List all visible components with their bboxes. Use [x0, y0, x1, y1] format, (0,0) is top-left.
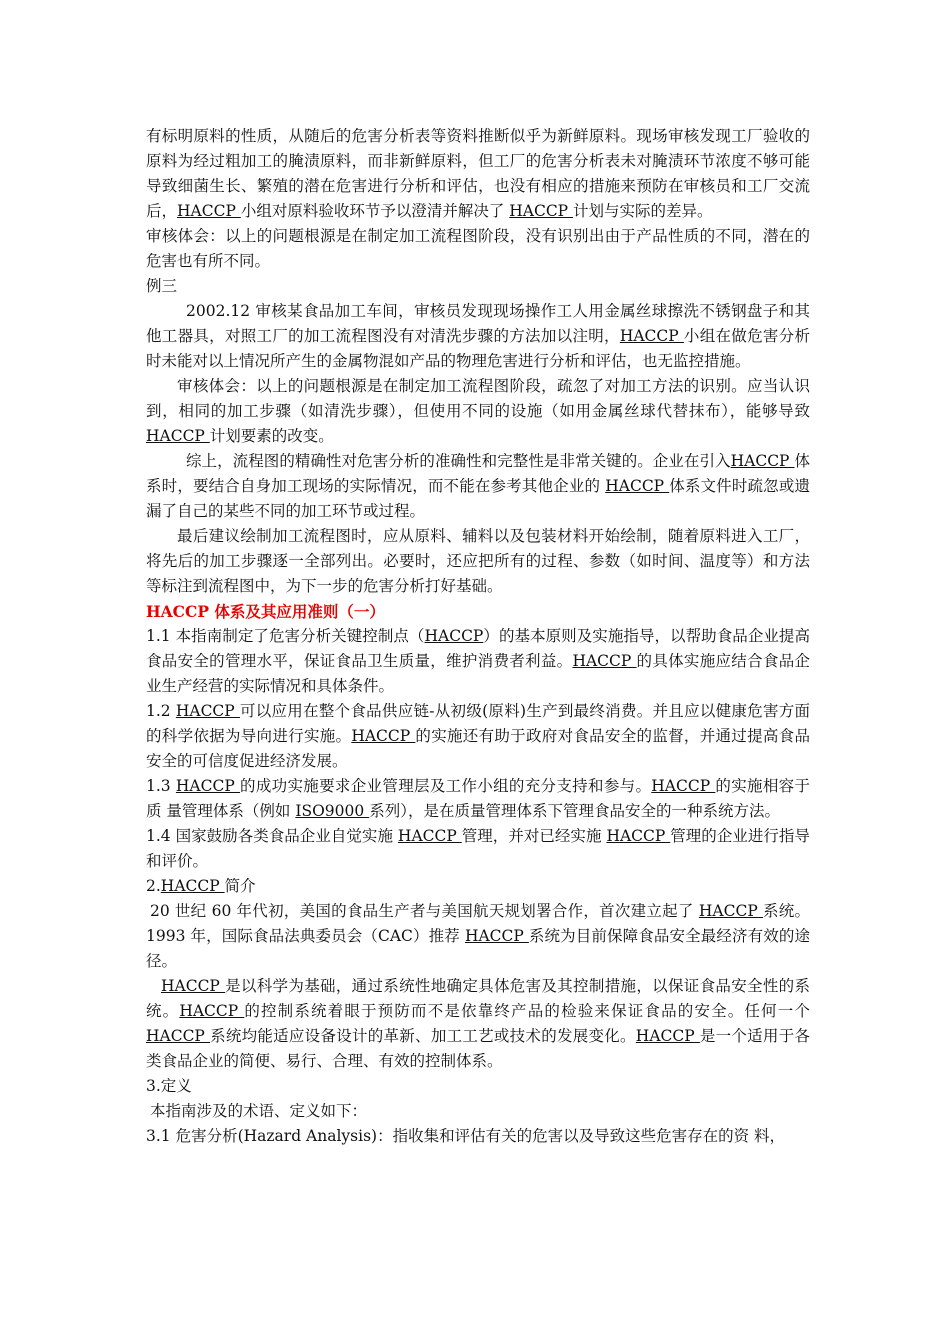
- underlined-term: HACCP: [730, 452, 795, 470]
- underlined-term: HACCP: [619, 327, 684, 345]
- text-run: 可以应用在整个食品供应链-从初级(原料)生产到最终消费。并且应以健康危害方面的科学依据为导向进行实施。: [146, 702, 811, 745]
- document-page: [146, 124, 810, 1149]
- text-run: 审核体会：以上的问题根源是在制定加工流程图阶段，疏忽了对加工方法的识别。应当认识到，相同的加工步骤（如清洗步骤），但使用不同的设施（如用金属丝球代替抹布），能够导致: [146, 377, 810, 420]
- text-run: 2002.12 审核某食品加工车间，审核员发现现场操作工人用金属丝球擦洗不锈钢盘子和其他工器具，对照工厂的加工流程图没有对清洗步骤的方法加以注明，: [146, 302, 810, 345]
- text-run: 审核体会：以上的问题根源是在制定加工流程图阶段，没有识别出由于产品性质的不同，潜在的危害也有所不同。: [146, 227, 810, 270]
- text-run: 综上，流程图的精确性对危害分析的准确性和完整性是非常关键的。企业在引入: [186, 452, 731, 470]
- section-heading: [146, 599, 810, 624]
- body-paragraph: [146, 824, 810, 874]
- text-run: 的实施还有助于政府对食品安全的监督，并通过提高食品安全的可信度促进经济发展。: [146, 727, 810, 770]
- text-run: 简介: [224, 877, 256, 895]
- text-run: 1.2: [146, 702, 176, 720]
- underlined-term: HACCP: [424, 627, 484, 645]
- text-run: 的实施相容于质 量管理体系（例如: [146, 777, 810, 820]
- body-paragraph: [146, 449, 810, 524]
- underlined-term: HACCP: [397, 827, 462, 845]
- underlined-term: HACCP: [175, 702, 240, 720]
- text-run: 最后建议绘制加工流程图时，应从原料、辅料以及包装材料开始绘制，随着原料进入工厂，将先后的加工步骤逐一全部列出。必要时，还应把所有的过程、参数（如时间、温度等）和方法等标注到流程图中，为下一步的危害分析打好基础。: [146, 527, 810, 595]
- text-run: 的控制系统着眼于预防而不是依靠终产品的检验来保证食品的安全。任何一个: [244, 1002, 810, 1020]
- underlined-term: HACCP: [606, 827, 671, 845]
- text-run: 系统均能适应设备设计的革新、加工工艺或技术的发展变化。: [210, 1027, 636, 1045]
- body-paragraph: [146, 224, 810, 274]
- text-run: 体系文件时疏忽或遗漏了自己的某些不同的加工环节或过程。: [146, 477, 810, 520]
- text-run: 系统为目前保障食品安全最经济有效的途径。: [146, 927, 810, 970]
- text-run: 计划与实际的差异。: [573, 202, 713, 220]
- underlined-term: HACCP: [509, 202, 574, 220]
- text-run: ）的基本原则及实施指导，以帮助食品企业提高食品安全的管理水平，保证食品卫生质量，维护消费者利益。: [146, 627, 810, 670]
- text-run: 系统。1993 年，国际食品法典委员会（CAC）推荐: [146, 902, 810, 945]
- body-paragraph: [146, 124, 810, 224]
- underlined-term: HACCP: [177, 202, 241, 220]
- body-paragraph: [146, 1124, 810, 1149]
- body-paragraph: [146, 899, 810, 974]
- text-run: 3.定义: [146, 1077, 192, 1095]
- text-run: 管理，并对已经实施: [461, 827, 607, 845]
- underlined-term: HACCP: [146, 1027, 211, 1045]
- text-run: 小组对原料验收环节予以澄清并解决了: [240, 202, 510, 220]
- text-run: 3.1 危害分析(Hazard Analysis)：指收集和评估有关的危害以及导致这些危害存在的资 料，: [146, 1127, 786, 1145]
- text-run: 20 世纪 60 年代初，美国的食品生产者与美国航天规划署合作，首次建立起了: [150, 902, 699, 920]
- text-run: 系列），是在质量管理体系下管理食品安全的一种系统方法。: [369, 802, 780, 820]
- text-run: 1.3: [146, 777, 176, 795]
- text-run: 1.4 国家鼓励各类食品企业自觉实施: [146, 827, 398, 845]
- underlined-term: HACCP: [179, 1002, 245, 1020]
- underlined-term: HACCP: [175, 777, 241, 795]
- text-run: 的成功实施要求企业管理层及工作小组的充分支持和参与。: [240, 777, 652, 795]
- text-run: 是一个适用于各类食品企业的简便、易行、合理、有效的控制体系。: [146, 1027, 810, 1070]
- text-run: 管理的企业进行指导和评价。: [146, 827, 810, 870]
- body-paragraph: [146, 699, 810, 774]
- text-run: 例三: [146, 277, 178, 295]
- text-run: 小组在做危害分析时未能对以上情况所产生的金属物混如产品的物理危害进行分析和评估，也无监控措施。: [146, 327, 810, 370]
- body-paragraph: [146, 974, 810, 1074]
- body-paragraph: [146, 374, 810, 449]
- text-run: 的具体实施应结合食品企业生产经营的实际情况和具体条件。: [146, 652, 810, 695]
- body-paragraph: [146, 274, 810, 299]
- body-paragraph: [146, 524, 810, 599]
- text-run: 有标明原料的性质，从随后的危害分析表等资料推断似乎为新鲜原料。现场审核发现工厂验收的原料为经过粗加工的腌渍原料，而非新鲜原料，但工厂的危害分析表未对腌渍环节浓度不够可能导致细菌生长、繁殖的潜在危害进行分析和评估，也没有相应的措施来预防在审核员和工厂交流后，: [146, 127, 810, 220]
- underlined-term: HACCP: [464, 927, 529, 945]
- body-paragraph: [146, 874, 810, 899]
- underlined-term: HACCP: [651, 777, 716, 795]
- underlined-term: HACCP: [146, 427, 210, 445]
- body-paragraph: [146, 1099, 810, 1124]
- text-run: 1.1 本指南制定了危害分析关键控制点（: [146, 627, 425, 645]
- body-paragraph: [146, 774, 810, 824]
- text-run: HACCP 体系及其应用准则（一）: [146, 602, 385, 621]
- body-paragraph: [146, 1074, 810, 1099]
- text-run: 本指南涉及的术语、定义如下：: [150, 1102, 368, 1120]
- body-paragraph: [146, 624, 810, 699]
- underlined-term: HACCP: [605, 477, 670, 495]
- underlined-term: HACCP: [635, 1027, 700, 1045]
- text-run: 2.: [146, 877, 161, 895]
- underlined-term: HACCP: [160, 877, 225, 895]
- body-paragraph: [146, 299, 810, 374]
- underlined-term: HACCP: [161, 977, 226, 995]
- underlined-term: HACCP: [698, 902, 763, 920]
- text-run: 体系时，要结合自身加工现场的实际情况，而不能在参考其他企业的: [146, 452, 810, 495]
- underlined-term: HACCP: [572, 652, 637, 670]
- underlined-term: HACCP: [351, 727, 416, 745]
- underlined-term: ISO9000: [295, 802, 370, 820]
- text-run: 计划要素的改变。: [209, 427, 334, 445]
- text-run: 是以科学为基础，通过系统性地确定具体危害及其控制措施，以保证食品安全性的系统。: [146, 977, 810, 1020]
